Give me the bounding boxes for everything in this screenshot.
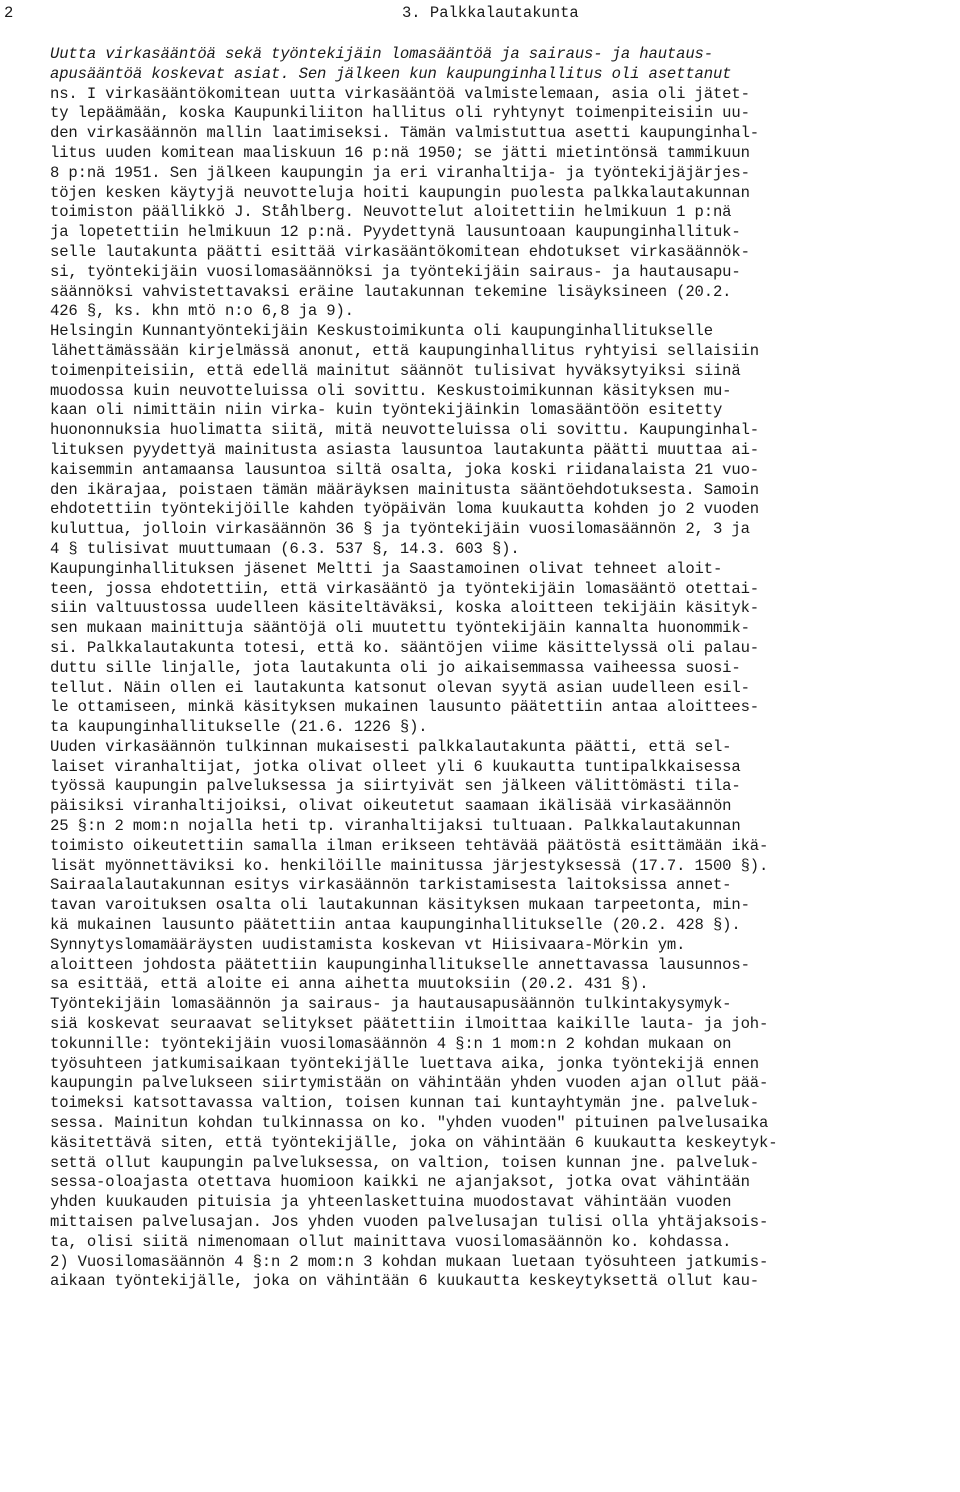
text-line: päisiksi viranhaltijoiksi, olivat oikeutetut saamaan ikälisää virkasäännön — [50, 797, 732, 816]
page-title: 3. Palkkalautakunta — [402, 4, 579, 22]
text-line: toimisto oikeutettiin samalla ilman erikseen tehtävää päätöstä esittämään ikä- — [50, 836, 769, 855]
text-line: Uuden virkasäännön tulkinnan mukaisesti palkkalautakunta päätti, että sel- — [50, 737, 732, 756]
text-line: tavan varoituksen osalta oli lautakunnan käsityksen mukaan tarpeetonta, min- — [50, 896, 750, 915]
text-line: si, työntekijäin vuosilomasäännöksi ja työntekijäin sairaus- ja hautausapu- — [50, 262, 741, 281]
text-line: settä ollut kaupungin palveluksessa, on valtion, toisen kunnan jne. palveluk- — [50, 1153, 759, 1172]
text-line: sessa. Mainitun kohdan tulkinnassa on ko. "yhden vuoden" pituinen palvelusaika — [50, 1114, 769, 1133]
text-line: Kaupunginhallituksen jäsenet Meltti ja Saastamoinen olivat tehneet aloit- — [50, 559, 723, 578]
text-line: den virkasäännön mallin laatimiseksi. Tämän valmistuttua asetti kaupunginhal- — [50, 124, 759, 143]
page-number: 2 — [4, 4, 14, 22]
text-line: Uutta virkasääntöä sekä työntekijäin lomasääntöä ja sairaus- ja hautaus- — [50, 45, 713, 63]
text-line: siä koskevat seuraavat selitykset päätettiin ilmoittaa kaikille lauta- ja joh- — [50, 1015, 769, 1034]
text-line: teen, jossa ehdotettiin, että virkasääntö ja työntekijäin lomasääntö otettai- — [50, 579, 759, 598]
text-line: lähettämässään kirjelmässä anonut, että kaupunginhallitus ryhtyisi sellaisiin — [50, 341, 759, 360]
text-line: kaan oli nimittäin niin virka- kuin työntekijäinkin lomasääntöön esitetty — [50, 401, 723, 420]
text-line: Synnytyslomamääräysten uudistamista koskevan vt Hiisivaara-Mörkin ym. — [50, 935, 686, 954]
text-line: aikaan työntekijälle, joka on vähintään 6 kuukautta keskeytyksettä ollut kau- — [50, 1272, 759, 1291]
text-line: sa esittää, että aloite ei anna aihetta muutoksiin (20.2. 431 §). — [50, 975, 649, 994]
text-line: aloitteen johdosta päätettiin kaupunginhallitukselle annettavassa lausunnos- — [50, 955, 750, 974]
text-line: Työntekijäin lomasäännön ja sairaus- ja hautausapusäännön tulkintakysymyk- — [50, 995, 732, 1014]
text-line: 426 §, ks. khn mtö n:o 6,8 ja 9). — [50, 302, 354, 321]
text-line: 4 § tulisivat muuttumaan (6.3. 537 §, 14.3. 603 §). — [50, 539, 520, 558]
text-line: kuluttua, jolloin virkasäännön 36 § ja työntekijäin vuosilomasäännön 2, 3 ja — [50, 520, 750, 539]
text-line: ja lopetettiin helmikuun 12 p:nä. Pyydettynä lausuntoaan kaupunginhallituk- — [50, 223, 741, 242]
text-line: toimeksi katsottavassa valtion, toisen kunnan tai kuntayhtymän jne. palveluk- — [50, 1094, 759, 1113]
text-line: tellut. Näin ollen ei lautakunta katsonut olevan syytä asian uudelleen esil- — [50, 678, 750, 697]
text-line: muodossa kuin neuvotteluissa oli sovittu. Keskustoimikunnan käsityksen mu- — [50, 381, 732, 400]
text-line: huononnuksia huolimatta siitä, mitä neuvotteluissa oli sovittu. Kaupunginhal- — [50, 421, 759, 440]
text-line: töjen kesken käytyjä neuvotteluja hoiti kaupungin puolesta palkkalautakunnan — [50, 183, 750, 202]
text-line: den ikärajaa, poistaen tämän määräyksen mainitusta sääntöehdotuksesta. Samoin — [50, 480, 759, 499]
text-line: selle lautakunta päätti esittää virkasääntökomitean ehdotukset virkasäännök- — [50, 242, 750, 261]
text-line: apusääntöä koskevat asiat. Sen jälkeen kun kaupunginhallitus oli asettanut — [50, 64, 732, 83]
text-line: toimiston päällikkö J. Ståhlberg. Neuvottelut aloitettiin helmikuun 1 p:nä — [50, 203, 732, 222]
text-line: työssä kaupungin palveluksessa ja siirtyivät sen jälkeen välittömästi tila- — [50, 777, 741, 796]
text-line: toimenpiteisiin, että edellä mainitut säännöt tulisivat hyväksytyiksi siinä — [50, 361, 741, 380]
text-line: kaupungin palvelukseen siirtymistään on vähintään yhden vuoden ajan ollut pää- — [50, 1074, 769, 1093]
text-line: laiset viranhaltijat, jotka olivat olleet yli 6 kuukautta tuntipalkkaisessa — [50, 757, 741, 776]
text-line: käsitettävä siten, että työntekijälle, joka on vähintään 6 kuukautta keskeytyk- — [50, 1133, 778, 1152]
text-line: mittaisen palvelusajan. Jos yhden vuoden palvelusajan tulisi olla yhtäjaksois- — [50, 1213, 769, 1232]
text-line: lituksen pyydettyä mainitusta asiasta lausuntoa lautakunta päätti muuttaa ai- — [50, 440, 759, 459]
page-header — [0, 4, 960, 26]
text-line: le ottamiseen, minkä käsityksen mukainen lausunto päätettiin antaa aloittees- — [50, 698, 759, 717]
text-line: työsuhteen jatkumisaikaan työntekijälle luettava aika, jonka työntekijä ennen — [50, 1054, 759, 1073]
text-line: säännöksi vahvistettavaksi eräine lautakunnan tekemine lisäyksineen (20.2. — [50, 282, 732, 301]
text-line: ta, olisi siitä nimenomaan ollut mainittava vuosilomasäännön ko. kohdassa. — [50, 1232, 732, 1251]
text-line: ns. I virkasääntökomitean uutta virkasääntöä valmistelemaan, asia oli jätet- — [50, 84, 750, 103]
text-line: ta kaupunginhallitukselle (21.6. 1226 §). — [50, 718, 428, 737]
text-line: kä mukainen lausunto päätettiin antaa kaupunginhallitukselle (20.2. 428 §). — [50, 916, 741, 935]
text-line: 8 p:nä 1951. Sen jälkeen kaupungin ja eri viranhaltija- ja työntekijäjärjes- — [50, 163, 750, 182]
text-line: kaisemmin antamaansa lausuntoa siltä osalta, joka koski riidanalaista 21 vuo- — [50, 460, 759, 479]
text-line: 2) Vuosilomasäännön 4 §:n 2 mom:n 3 kohdan mukaan luetaan työsuhteen jatkumis- — [50, 1252, 769, 1271]
text-line: yhden kuukauden pituisia ja yhteenlaskettuina muodostavat vähintään vuoden — [50, 1193, 732, 1212]
text-line: lisät myönnettäviksi ko. henkilöille mainitussa järjestyksessä (17.7. 1500 §). — [50, 856, 769, 875]
text-line: Sairaalalautakunnan esitys virkasäännön tarkistamisesta laitoksissa annet- — [50, 876, 732, 895]
text-line: sen mukaan mainittuja sääntöjä oli muutettu työntekijäin kannalta huonommik- — [50, 619, 750, 638]
text-line: duttu sille linjalle, jota lautakunta oli jo aikaisemmassa vaiheessa suosi- — [50, 658, 741, 677]
text-line: siin valtuustossa uudelleen käsiteltäväksi, koska aloitteen tekijäin käsityk- — [50, 599, 759, 618]
text-line: 25 §:n 2 mom:n nojalla heti tp. viranhaltijaksi tultuaan. Palkkalautakunnan — [50, 817, 741, 836]
body-text — [50, 45, 955, 1292]
text-line: Helsingin Kunnantyöntekijäin Keskustoimikunta oli kaupunginhallitukselle — [50, 322, 713, 341]
text-line: ty lepäämään, koska Kaupunkiliiton hallitus oli ryhtynyt toimenpiteisiin uu- — [50, 104, 750, 123]
text-line: litus uuden komitean maaliskuun 16 p:nä 1950; se jätti mietintönsä tammikuun — [50, 143, 750, 162]
text-line: sessa-oloajasta otettava huomioon kaikki ne ajanjaksot, jotka ovat vähintään — [50, 1173, 750, 1192]
text-line: ehdotettiin työntekijöille kahden työpäivän loma kuukautta kohden jo 2 vuoden — [50, 500, 759, 519]
text-line: si. Palkkalautakunta totesi, että ko. sääntöjen viime käsittelyssä oli palau- — [50, 638, 759, 657]
text-line: tokunnille: työntekijäin vuosilomasäännön 4 §:n 1 mom:n 2 kohdan mukaan on — [50, 1034, 732, 1053]
